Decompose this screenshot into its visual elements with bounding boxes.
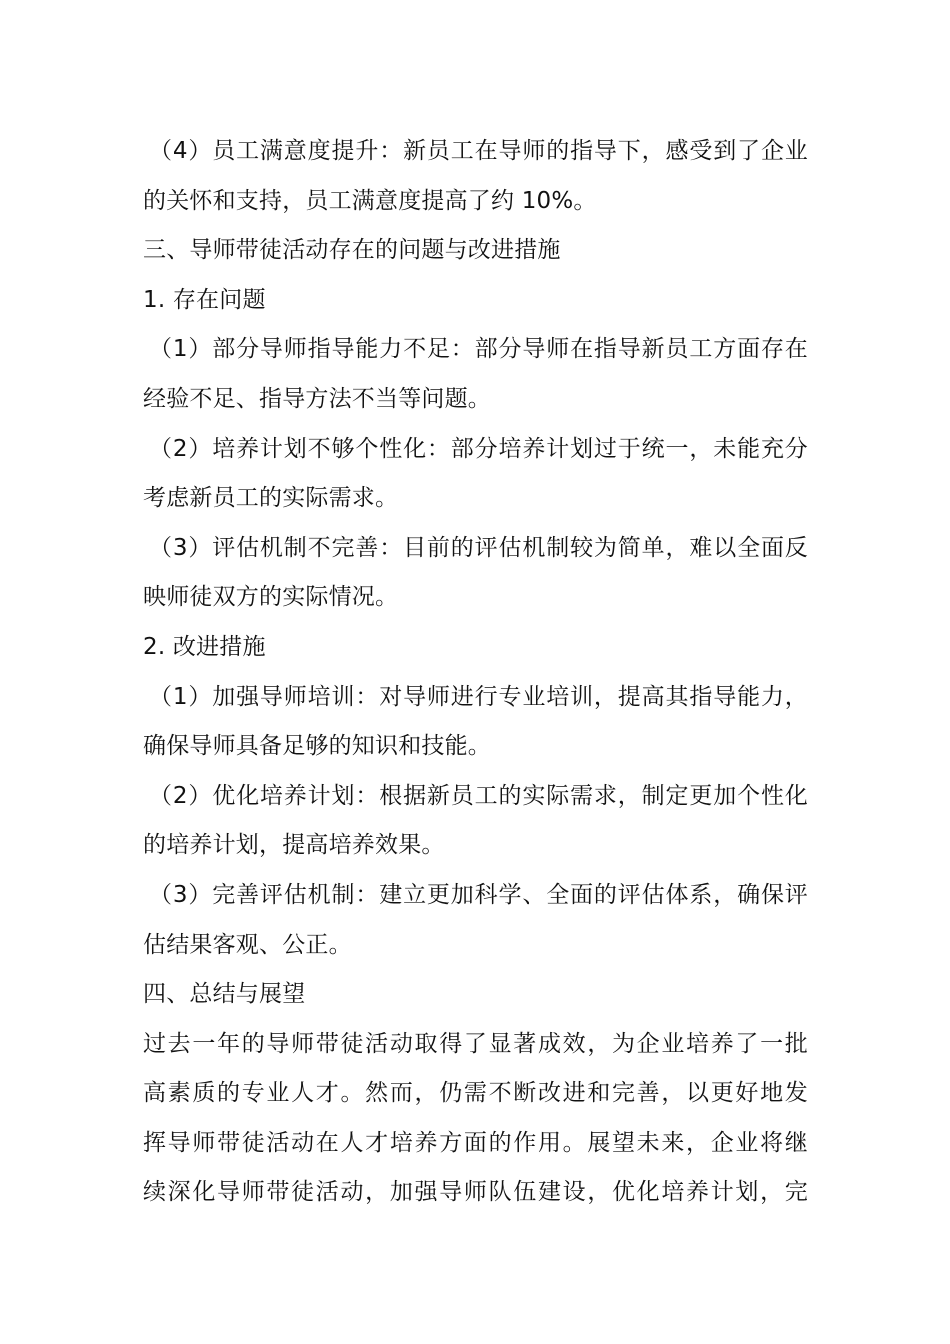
paragraph-line: 挥导师带徒活动在人才培养方面的作用。展望未来，企业将继: [143, 1129, 808, 1156]
section-heading: 四、总结与展望: [143, 981, 306, 1008]
paragraph-line: 的培养计划，提高培养效果。: [143, 832, 445, 859]
paragraph-line: （3）评估机制不完善：目前的评估机制较为简单，难以全面反: [149, 534, 808, 561]
subsection-heading: 1. 存在问题: [143, 286, 266, 313]
paragraph-line: 续深化导师带徒活动，加强导师队伍建设，优化培养计划，完: [143, 1179, 808, 1206]
subsection-heading: 2. 改进措施: [143, 633, 266, 660]
paragraph-line: 映师徒双方的实际情况。: [143, 584, 399, 611]
paragraph-line: 估结果客观、公正。: [143, 931, 352, 958]
paragraph-line: 考虑新员工的实际需求。: [143, 485, 399, 512]
paragraph-line: 经验不足、指导方法不当等问题。: [143, 385, 491, 412]
document-body: [143, 127, 808, 1218]
paragraph-line: 高素质的专业人才。然而，仍需不断改进和完善，以更好地发: [143, 1080, 808, 1107]
paragraph-line: 确保导师具备足够的知识和技能。: [143, 733, 491, 760]
paragraph-line: （4）员工满意度提升：新员工在导师的指导下，感受到了企业: [149, 138, 808, 164]
paragraph-line: （1）加强导师培训：对导师进行专业培训，提高其指导能力，: [149, 683, 808, 710]
section-heading: 三、导师带徒活动存在的问题与改进措施: [143, 237, 561, 264]
paragraph-line: （2）培养计划不够个性化：部分培养计划过于统一，未能充分: [149, 435, 808, 462]
paragraph-line: 的关怀和支持，员工满意度提高了约 10%。: [143, 187, 597, 214]
paragraph-line: （2）优化培养计划：根据新员工的实际需求，制定更加个性化: [149, 782, 808, 809]
paragraph-line: 过去一年的导师带徒活动取得了显著成效，为企业培养了一批: [143, 1030, 808, 1057]
paragraph-line: （3）完善评估机制：建立更加科学、全面的评估体系，确保评: [149, 881, 808, 908]
paragraph-line: （1）部分导师指导能力不足：部分导师在指导新员工方面存在: [149, 336, 808, 363]
